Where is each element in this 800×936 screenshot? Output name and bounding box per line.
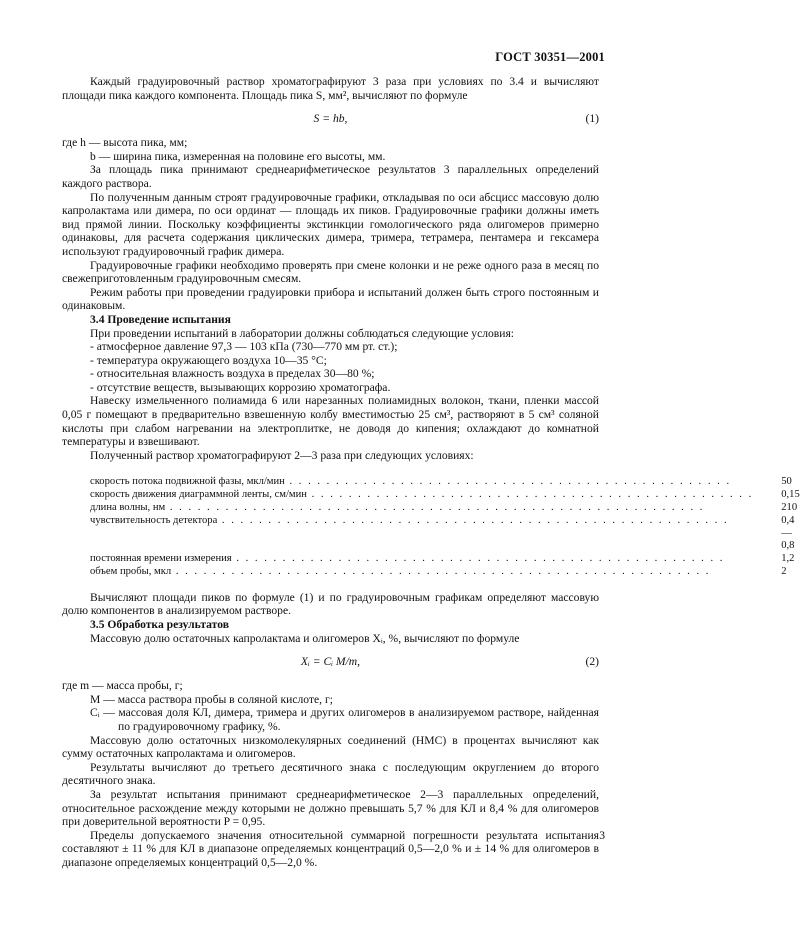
param-label: объем пробы, мкл xyxy=(90,566,172,578)
formula-expression: S = hb, xyxy=(313,112,348,126)
leader-dots: . . . . . . . . . . . . . . . . . . . . . . . . . . . . . . . . . . . . . . . . . . . . . . . . xyxy=(306,489,754,501)
paragraph: Результаты вычисляют до третьего десятичного знака с последующим округлением до второго десятичного знака. xyxy=(62,760,599,788)
leader-dots: . . . . . . . . . . . . . . . . . . . . . . . . . . . . . . . . . . . . . . . . . . . . . . . . . . . . . . . xyxy=(217,514,729,526)
paragraph: За результат испытания принимают среднеарифметическое 2—3 параллельных определений, относительное расхождение между которыми не должно превышать 5,7 % для КЛ и 8,4 % для олигомеров при доверительной вероятности P = 0,95. xyxy=(62,787,599,829)
table-row xyxy=(62,553,800,566)
paragraph: При проведении испытаний в лаборатории должны соблюдаться следующие условия: xyxy=(90,326,515,340)
paragraph: Каждый градуировочный раствор хроматографируют 3 раза при условиях по 3.4 и вычисляют площади пика каждого компонента. Площадь пика S, мм², вычисляют по формуле xyxy=(62,75,599,102)
leader-dots: . . . . . . . . . . . . . . . . . . . . . . . . . . . . . . . . . . . . . . . . . . . . . . . . . . . . . . . . . . xyxy=(165,502,705,514)
paragraph: За площадь пика принимают среднеарифметическое результатов 3 параллельных определений каждого раствора. xyxy=(62,163,599,190)
conditions-list xyxy=(62,340,599,394)
page-number: 3 xyxy=(599,829,605,842)
param-label: чувствительность детектора xyxy=(90,514,218,526)
list-item: - отсутствие веществ, вызывающих коррозию хроматографа. xyxy=(90,380,391,394)
section-heading-3-4: 3.4 Проведение испытания xyxy=(90,312,231,326)
list-item: - температура окружающего воздуха 10—35 °С; xyxy=(90,353,327,367)
formula-1 xyxy=(62,108,599,130)
paragraph: По полученным данным строят градуировочные графики, откладывая по оси абсцисс массовую долю капролактама или димера, по оси ординат — площадь их пиков. Градуировочные графики должны иметь вид прямой линии. Поскольку коэффициенты экстинкции гомологического ряда олигомеров примерно одинаковы, для расчета содержания циклических димера, тримера, тетрамера, пентамера и гексамера используют градуировочный график димера. xyxy=(62,190,599,258)
paragraph: Пределы допускаемого значения относительной суммарной погрешности результата испытания составляют ± 11 % для КЛ в диапазоне определяемых концентраций 0,5—2,0 % и ± 14 % для олигомеров в диапазоне определяемых концентраций 0,5—2,0 %. xyxy=(62,828,599,869)
param-label: скорость движения диаграммной ленты, см/мин xyxy=(90,489,307,501)
table-row xyxy=(62,515,800,553)
param-label: скорость потока подвижной фазы, мкл/мин xyxy=(90,476,285,488)
formula-2 xyxy=(62,651,599,673)
definition-h: где h — высота пика, мм; xyxy=(62,136,188,150)
section-heading-3-5: 3.5 Обработка результатов xyxy=(90,618,229,631)
param-label: длина волны, нм xyxy=(90,502,166,514)
definition-M: M — масса раствора пробы в соляной кислоте, г; xyxy=(90,692,333,706)
document-body xyxy=(62,75,800,870)
paragraph: Градуировочные графики необходимо проверять при смене колонки и не реже одного раза в месяц по свежеприготовленным градуировочным смесям. xyxy=(62,258,599,286)
table-row xyxy=(62,476,800,489)
paragraph: Режим работы при проведении градуировки прибора и испытаний должен быть строго постоянным и одинаковым. xyxy=(62,285,599,313)
param-label: постоянная времени измерения xyxy=(90,553,232,565)
param-value: 1,2 xyxy=(781,553,795,565)
param-value: 50 xyxy=(781,476,792,488)
leader-dots: . . . . . . . . . . . . . . . . . . . . . . . . . . . . . . . . . . . . . . . . . . . . . . . . . . . . . . . . . . xyxy=(171,566,711,578)
definition-m: где m — масса пробы, г; xyxy=(62,679,183,693)
paragraph: Полученный раствор хроматографируют 2—3 раза при следующих условиях: xyxy=(90,448,474,462)
definition-C: Cᵢ — массовая доля КЛ, димера, тримера и других олигомеров в анализируемом растворе, найденная по градуировочному графику, %. xyxy=(90,706,599,733)
table-row xyxy=(62,502,800,515)
param-value: 0,4—0,8 xyxy=(781,514,795,552)
table-row xyxy=(62,566,800,579)
leader-dots: . . . . . . . . . . . . . . . . . . . . . . . . . . . . . . . . . . . . . . . . . . . . . . . . . . . . . xyxy=(231,553,725,565)
leader-dots: . . . . . . . . . . . . . . . . . . . . . . . . . . . . . . . . . . . . . . . . . . . . . . . . xyxy=(284,476,732,488)
formula-expression: Xᵢ = Cᵢ M/m, xyxy=(300,655,361,669)
paragraph: Массовую долю остаточных капролактама и олигомеров Xᵢ, %, вычисляют по формуле xyxy=(90,631,520,645)
list-item: - относительная влажность воздуха в пределах 30—80 %; xyxy=(90,367,375,381)
parameters-table xyxy=(62,476,800,578)
definition-b: b — ширина пика, измеренная на половине его высоты, мм. xyxy=(90,149,386,163)
document-code-header: ГОСТ 30351—2001 xyxy=(495,50,605,64)
list-item: - атмосферное давление 97,3 — 103 кПа (730—770 мм рт. ст.); xyxy=(90,340,398,354)
table-row xyxy=(62,489,800,502)
param-value: 2 xyxy=(781,566,787,578)
paragraph: Навеску измельченного полиамида 6 или нарезанных полиамидных волокон, ткани, пленки массой 0,05 г помещают в предварительно взвешенную колбу вместимостью 25 см³, растворяют в 5 см³ соляной кислоты при слабом нагревании на электроплитке, не доводя до кипения; охлаждают до комнатной температуры и взвешивают. xyxy=(62,394,599,449)
paragraph: Вычисляют площади пиков по формуле (1) и по градуировочным графикам определяют массовую долю компонентов в анализируемом растворе. xyxy=(62,590,599,618)
paragraph: Массовую долю остаточных низкомолекулярных соединений (НМС) в процентах вычисляют как сумму остаточных капролактама и олигомеров. xyxy=(62,733,599,761)
param-value: 0,15 xyxy=(781,489,800,501)
formula-number: (1) xyxy=(585,112,599,126)
formula-number: (2) xyxy=(585,655,599,669)
param-value: 210 xyxy=(781,502,798,514)
